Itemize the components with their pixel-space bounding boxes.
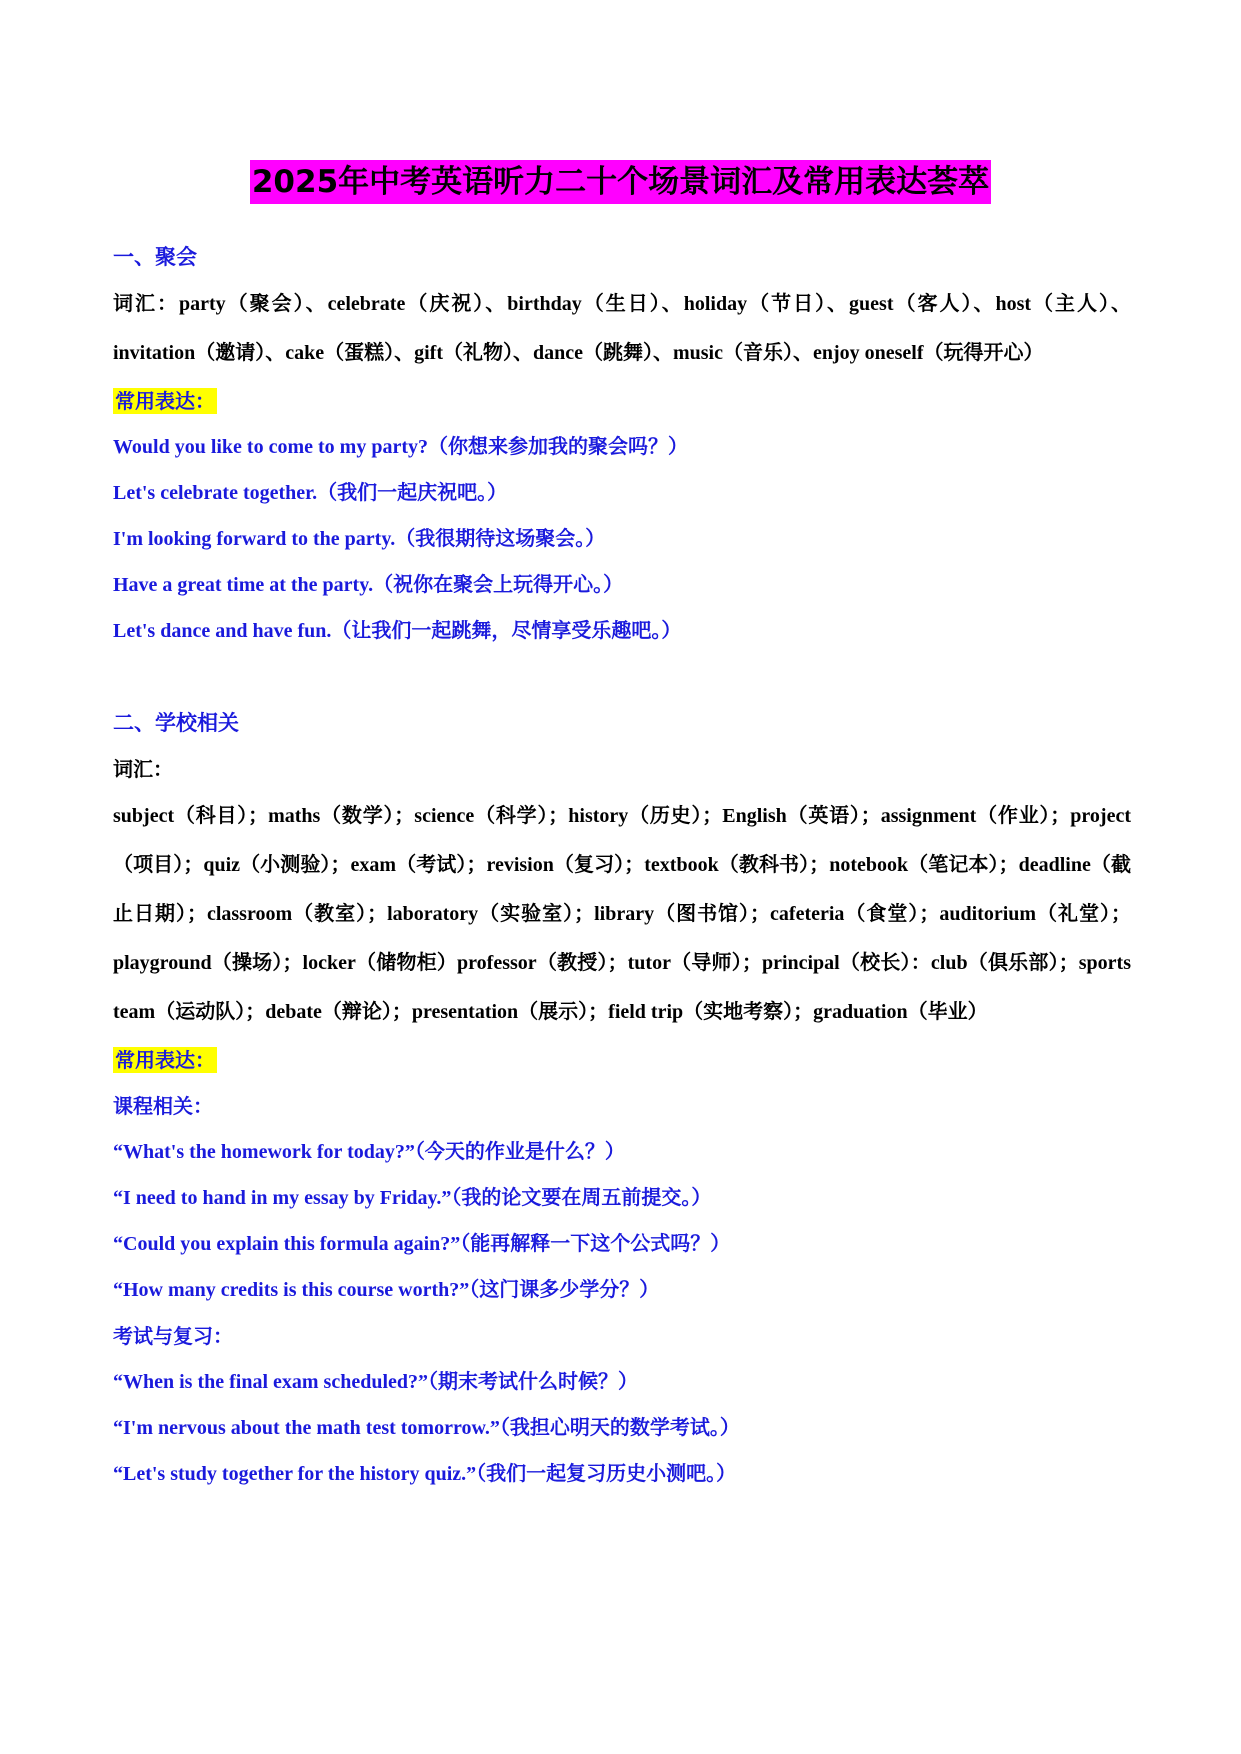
vocabulary-label: 词汇： (113, 757, 173, 781)
expression-line: Let's celebrate together.（我们一起庆祝吧。） (113, 482, 508, 504)
expression-line: Have a great time at the party.（祝你在聚会上玩得开心。） (113, 574, 624, 596)
expressions-label-container (113, 1037, 1131, 1083)
expression-line: “I'm nervous about the math test tomorrow.”（我担心明天的数学考试。） (113, 1417, 740, 1439)
section-heading-school: 二、学校相关 (113, 711, 239, 735)
vocabulary-paragraph-school: subject（科目）；maths（数学）；science（科学）；history（历史）；English（英语）；assignment（作业）；project（项目）；quiz（小测验）；exam（考试）；revision（复习）；textbook（教科书）；notebook（笔记本）；deadline（截止日期）；classroom（教室）；laboratory（实验室）；library（图书馆）；cafeteria（食堂）；auditorium（礼堂）；playground（操场）；locker（储物柜）professor（教授）；tutor（导师）；principal（校长）：club（俱乐部）；sports team（运动队）；debate（辩论）；presentation（展示）；field trip（实地考察）；graduation（毕业） (113, 805, 1131, 1023)
vocabulary-paragraph-party: 词汇：party（聚会）、celebrate（庆祝）、birthday（生日）、holiday（节日）、guest（客人）、host（主人）、invitation（邀请）、cake（蛋糕）、gift（礼物）、dance（跳舞）、music（音乐）、enjoy oneself（玩得开心） (113, 293, 1131, 364)
expression-line: Would you like to come to my party?（你想来参加我的聚会吗？） (113, 436, 688, 458)
subsection-label-course: 课程相关： (113, 1094, 213, 1118)
document-body (113, 234, 1131, 1497)
section-spacer (113, 654, 1131, 700)
expression-line: “When is the final exam scheduled?”（期末考试什么时候？） (113, 1371, 639, 1393)
expressions-label: 常用表达： (115, 1048, 215, 1072)
expression-line: I'm looking forward to the party.（我很期待这场聚会。） (113, 528, 606, 550)
expression-line: “What's the homework for today?”（今天的作业是什么？） (113, 1141, 625, 1163)
title-container (0, 160, 1241, 204)
expression-line: “How many credits is this course worth?”（这门课多少学分？） (113, 1279, 660, 1301)
section-heading-party: 一、聚会 (113, 245, 197, 269)
subsection-label-exam: 考试与复习： (113, 1324, 233, 1348)
expression-line: “Let's study together for the history quiz.”（我们一起复习历史小测吧。） (113, 1463, 737, 1485)
expressions-label: 常用表达： (115, 389, 215, 413)
expressions-label-container (113, 378, 1131, 424)
expression-line: “Could you explain this formula again?”（能再解释一下这个公式吗？） (113, 1233, 731, 1255)
page-title: 2025年中考英语听力二十个场景词汇及常用表达荟萃 (250, 160, 991, 204)
expression-line: Let's dance and have fun.（让我们一起跳舞，尽情享受乐趣吧。） (113, 620, 682, 642)
expression-line: “I need to hand in my essay by Friday.”（我的论文要在周五前提交。） (113, 1187, 712, 1209)
